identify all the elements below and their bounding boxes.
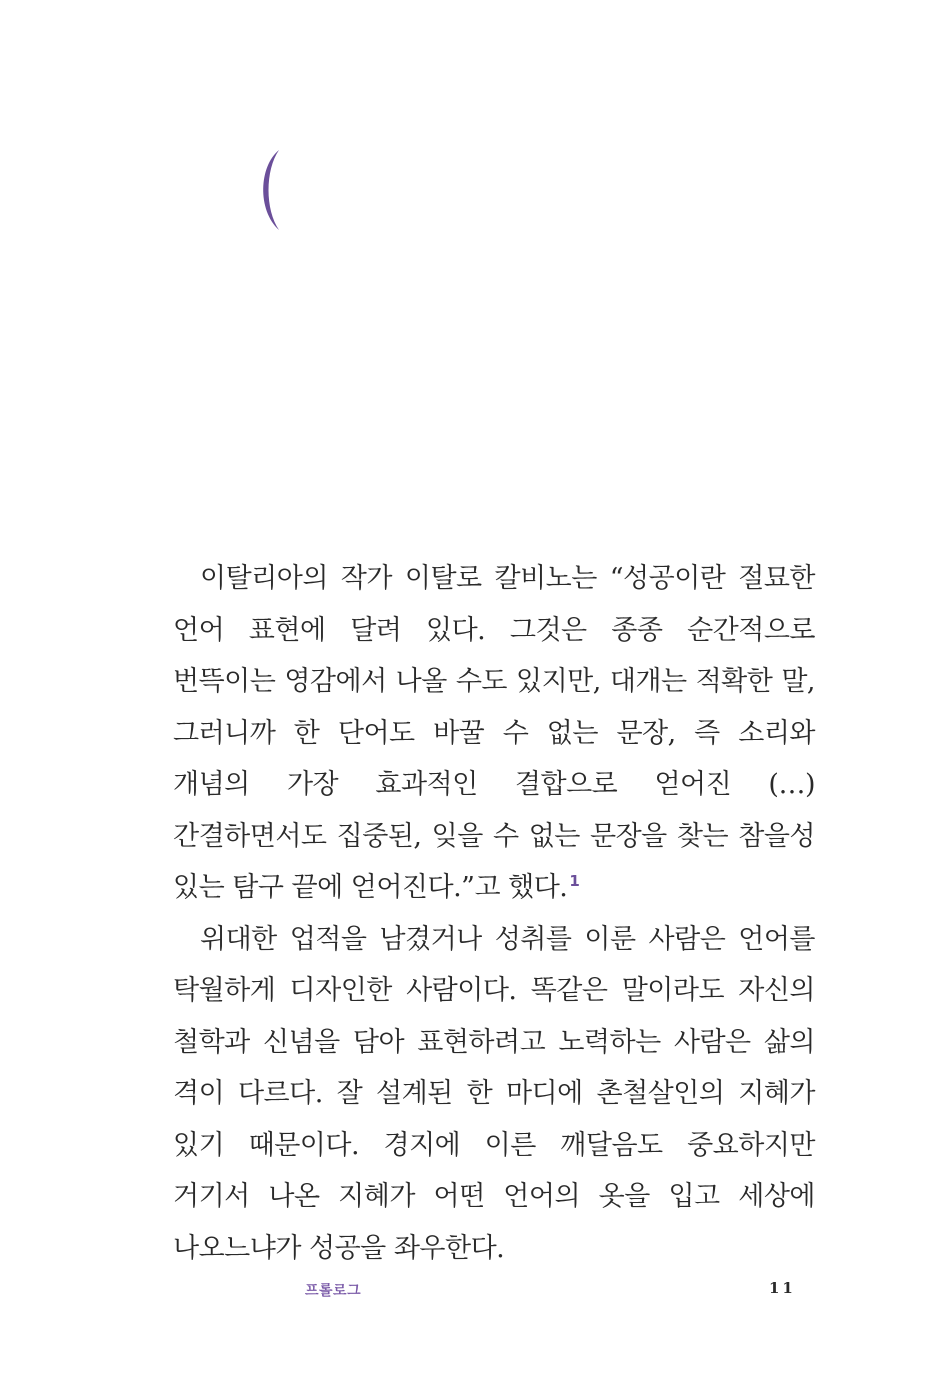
body-text bbox=[173, 553, 815, 1274]
paragraph-1 bbox=[173, 553, 815, 914]
page-number: 11 bbox=[769, 1279, 796, 1297]
paragraph-1-text: 이탈리아의 작가 이탈로 칼비노는 “성공이란 절묘한 언어 표현에 달려 있다. 그것은 종종 순간적으로 번뜩이는 영감에서 나올 수도 있지만, 대개는 적확한 말, 그러니까 한 단어도 바꿀 수 없는 문장, 즉 소리와 개념의 가장 효과적인 결합으로 얻어진 (…) 간결하면서도 집중된, 잊을 수 없는 문장을 찾는 참을성 있는 탐구 끝에 얻어진다.”고 했다. bbox=[173, 563, 815, 903]
footer-section-title: 프롤로그 bbox=[305, 1283, 362, 1299]
open-parenthesis-ornament-icon bbox=[255, 148, 285, 232]
footnote-reference[interactable]: 1 bbox=[569, 872, 580, 890]
paragraph-2: 위대한 업적을 남겼거나 성취를 이룬 사람은 언어를 탁월하게 디자인한 사람이다. 똑같은 말이라도 자신의 철학과 신념을 담아 표현하려고 노력하는 사람은 삶의 격이 다르다. 잘 설계된 한 마디에 촌철살인의 지혜가 있기 때문이다. 경지에 이른 깨달음도 중요하지만 거기서 나온 지혜가 어떤 언어의 옷을 입고 세상에 나오느냐가 성공을 좌우한다. bbox=[173, 923, 815, 1264]
